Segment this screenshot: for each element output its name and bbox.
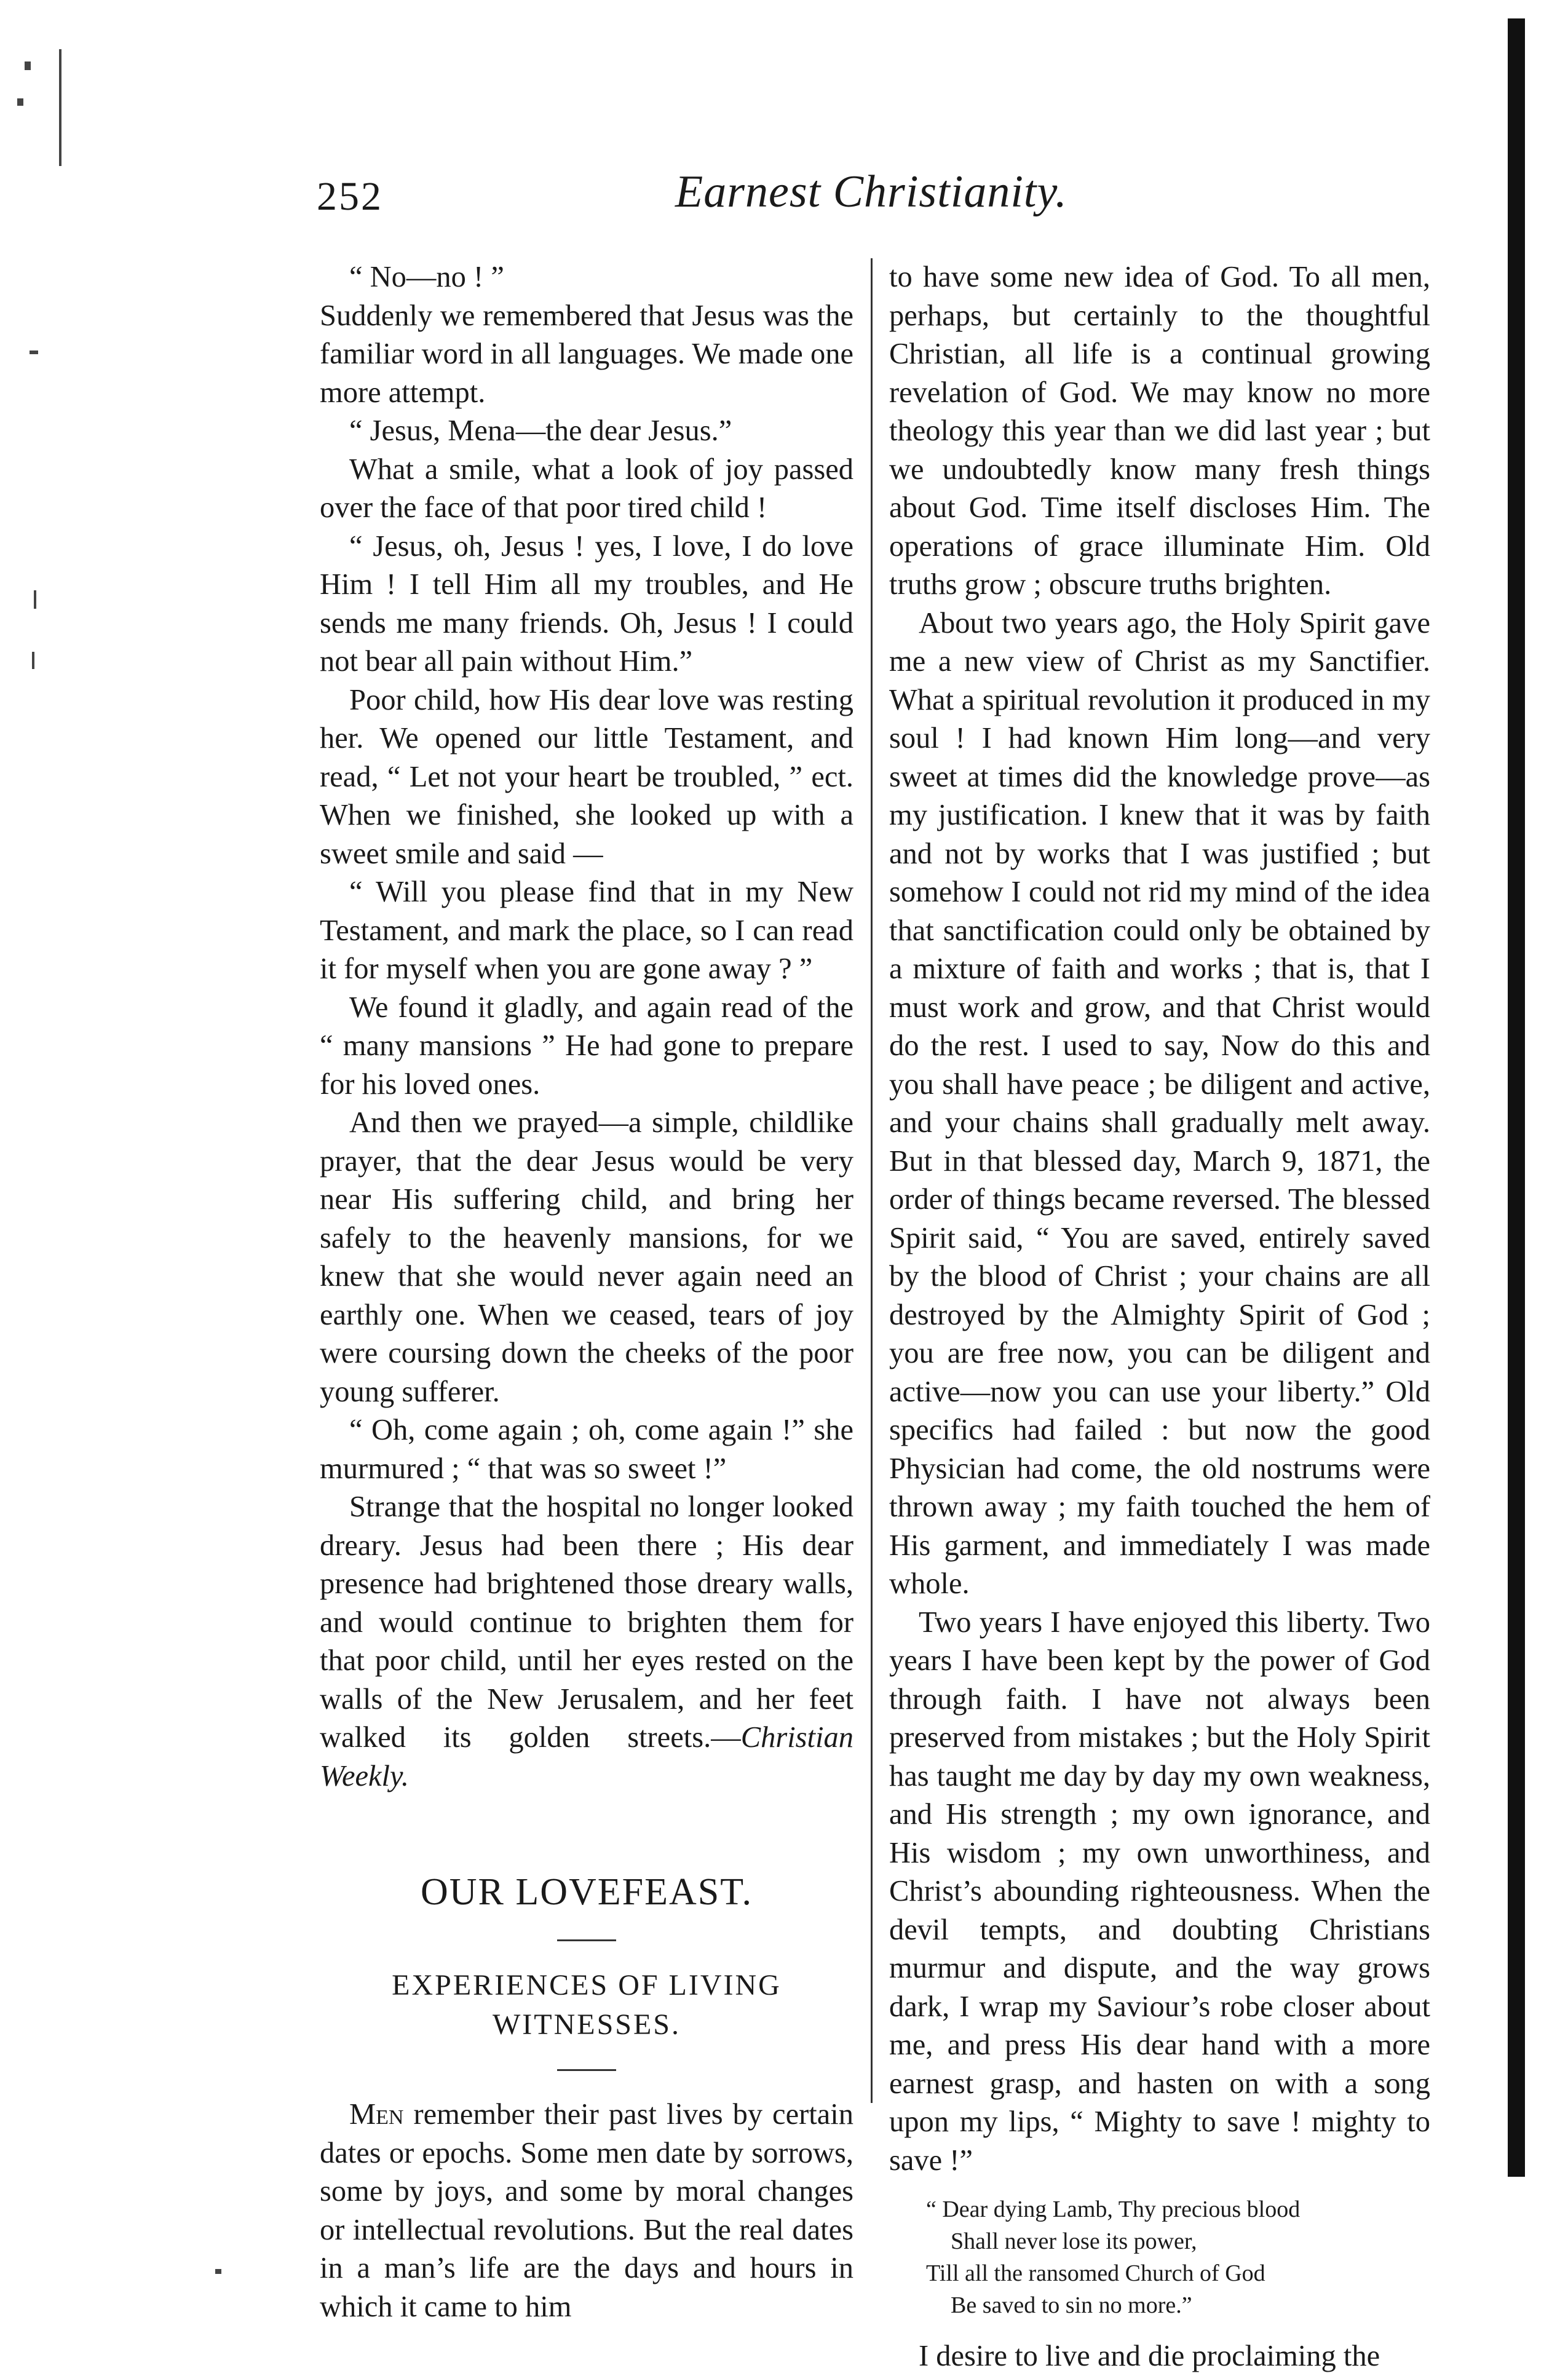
margin-mark [25,61,31,70]
column-rule [871,258,873,2103]
paragraph-text: Strange that the hospital no longer looked dreary. Jesus had been there ; His dear presence had brightened those dreary walls, and would continue to brighten them for that poor child, until her eyes rested on the walls of the New Jerusalem, and her feet walked its golden streets.— [320,1491,853,1754]
running-head: Earnest Christianity. [675,167,1067,217]
paragraph: Two years I have enjoyed this liberty. Two years I have been kept by the power of God through faith. I have not always been preserved from mistakes ; but the Holy Spirit has taught me day by day my own weakness, and His strength ; my own ignorance, and His wisdom ; my own unworthiness, and Christ’s abounding righteousness. When the devil tempts, and doubting Christians murmur and dispute, and the way grows dark, I wrap my Saviour’s robe closer about me, and press His dear hand with a more earnest grasp, and hasten on with a song upon my lips, “ Mighty to save ! mighty to save !” [889,1606,1430,2177]
paragraph: “ No—no ! ” [349,261,504,293]
margin-mark [34,590,36,609]
right-column [889,258,1430,2376]
hymn-line: “ Dear dying Lamb, Thy precious blood [926,2196,1301,2222]
paragraph: “ Oh, come again ; oh, come again !” she murmured ; “ that was so sweet !” [320,1414,853,1485]
paragraph: “ Jesus, oh, Jesus ! yes, I love, I do love Him ! I tell Him all my troubles, and He sends me many friends. Oh, Jesus ! I could not bear all pain without Him.” [320,529,853,678]
margin-mark [30,350,38,354]
margin-mark [17,98,23,106]
section-title: OUR LOVEFEAST. [420,1871,753,1913]
paragraph: About two years ago, the Holy Spirit gave me a new view of Christ as my Sanctifier. What a spiritual revolution it produced in my soul ! I had known Him long—and very sweet at times did the knowledge prove—as my justification. I knew that it was by faith and not by works that I was justified ; but somehow I could not rid my mind of the idea that sanctification could only be obtained by a mixture of faith and works ; that is, that I must work and grow, and that Christ would do the rest. I used to say, Now do this and you shall have peace ; be diligent and active, and your chains shall gradually melt away. But in that blessed day, March 9, 1871, the order of things became reversed. The blessed Spirit said, “ You are saved, entirely saved by the blood of Christ ; your chains are all destroyed by the Almighty Spirit of God ; you are free now, you can be diligent and active—now you can use your liberty.” Old specifics had failed : but now the good Physician had come, the old nostrums were thrown away ; my faith touched the hem of His garment, and immediately I was made whole. [889,606,1430,1600]
margin-mark [215,2269,221,2274]
paragraph: “ Jesus, Mena—the dear Jesus.” [349,414,732,447]
paragraph: Suddenly we remembered that Jesus was the familiar word in all languages. We made one more attempt. [320,299,853,409]
source-attribution: Christian Weekly. [320,1721,853,1792]
paragraph: Poor child, how His dear love was resting her. We opened our little Testament, and read, “ Let not your heart be troubled, ” ect. When we finished, she looked up with a sweet smile and said — [320,683,853,870]
lead-word: Men [349,2098,404,2131]
hymn-line: Till all the ransomed Church of God [926,2260,1265,2286]
margin-mark [59,49,61,166]
paragraph: “ Will you please find that in my New Testament, and mark the place, so I can read it for myself when you are gone away ? ” [320,876,853,985]
hymn-line: Be saved to sin no more.” [951,2292,1192,2318]
page-number: 252 [317,174,383,219]
paragraph: What a smile, what a look of joy passed over the face of that poor tired child ! [320,453,853,524]
paragraph [320,2096,853,2326]
paragraph: to have some new idea of God. To all men, perhaps, but certainly to the thoughtful Christian, all life is a continual growing revelation of God. We may know no more theology this year than we did last year ; but we undoubtedly know many fresh things about God. Time itself discloses Him. The operations of grace illuminate Him. Old truths grow ; obscure truths brighten. [889,261,1430,601]
left-column [320,258,853,2326]
scan-edge-bar [1508,18,1525,2177]
divider [557,1939,616,1941]
paragraph-text: remember their past lives by certain dates or epochs. Some men date by sorrows, some by joys, and some by moral changes or intellectual revolutions. But the real dates in a man’s life are the days and hours in which it came to him [320,2098,853,2323]
margin-mark [32,652,34,669]
hymn-quote [926,2193,1430,2321]
paragraph: We found it gladly, and again read of the “ many mansions ” He had gone to prepare for his loved ones. [320,991,853,1101]
paragraph [320,1488,853,1796]
divider [557,2069,616,2071]
paragraph: I desire to live and die proclaiming the [919,2340,1380,2372]
section-subtitle: EXPERIENCES OF LIVING WITNESSES. [392,1969,782,2041]
hymn-line: Shall never lose its power, [951,2228,1197,2254]
paragraph: And then we prayed—a simple, childlike prayer, that the dear Jesus would be very near His suffering child, and bring her safely to the heavenly mansions, for we knew that she would never again need an earthly one. When we ceased, tears of joy were coursing down the cheeks of the poor young sufferer. [320,1106,853,1408]
